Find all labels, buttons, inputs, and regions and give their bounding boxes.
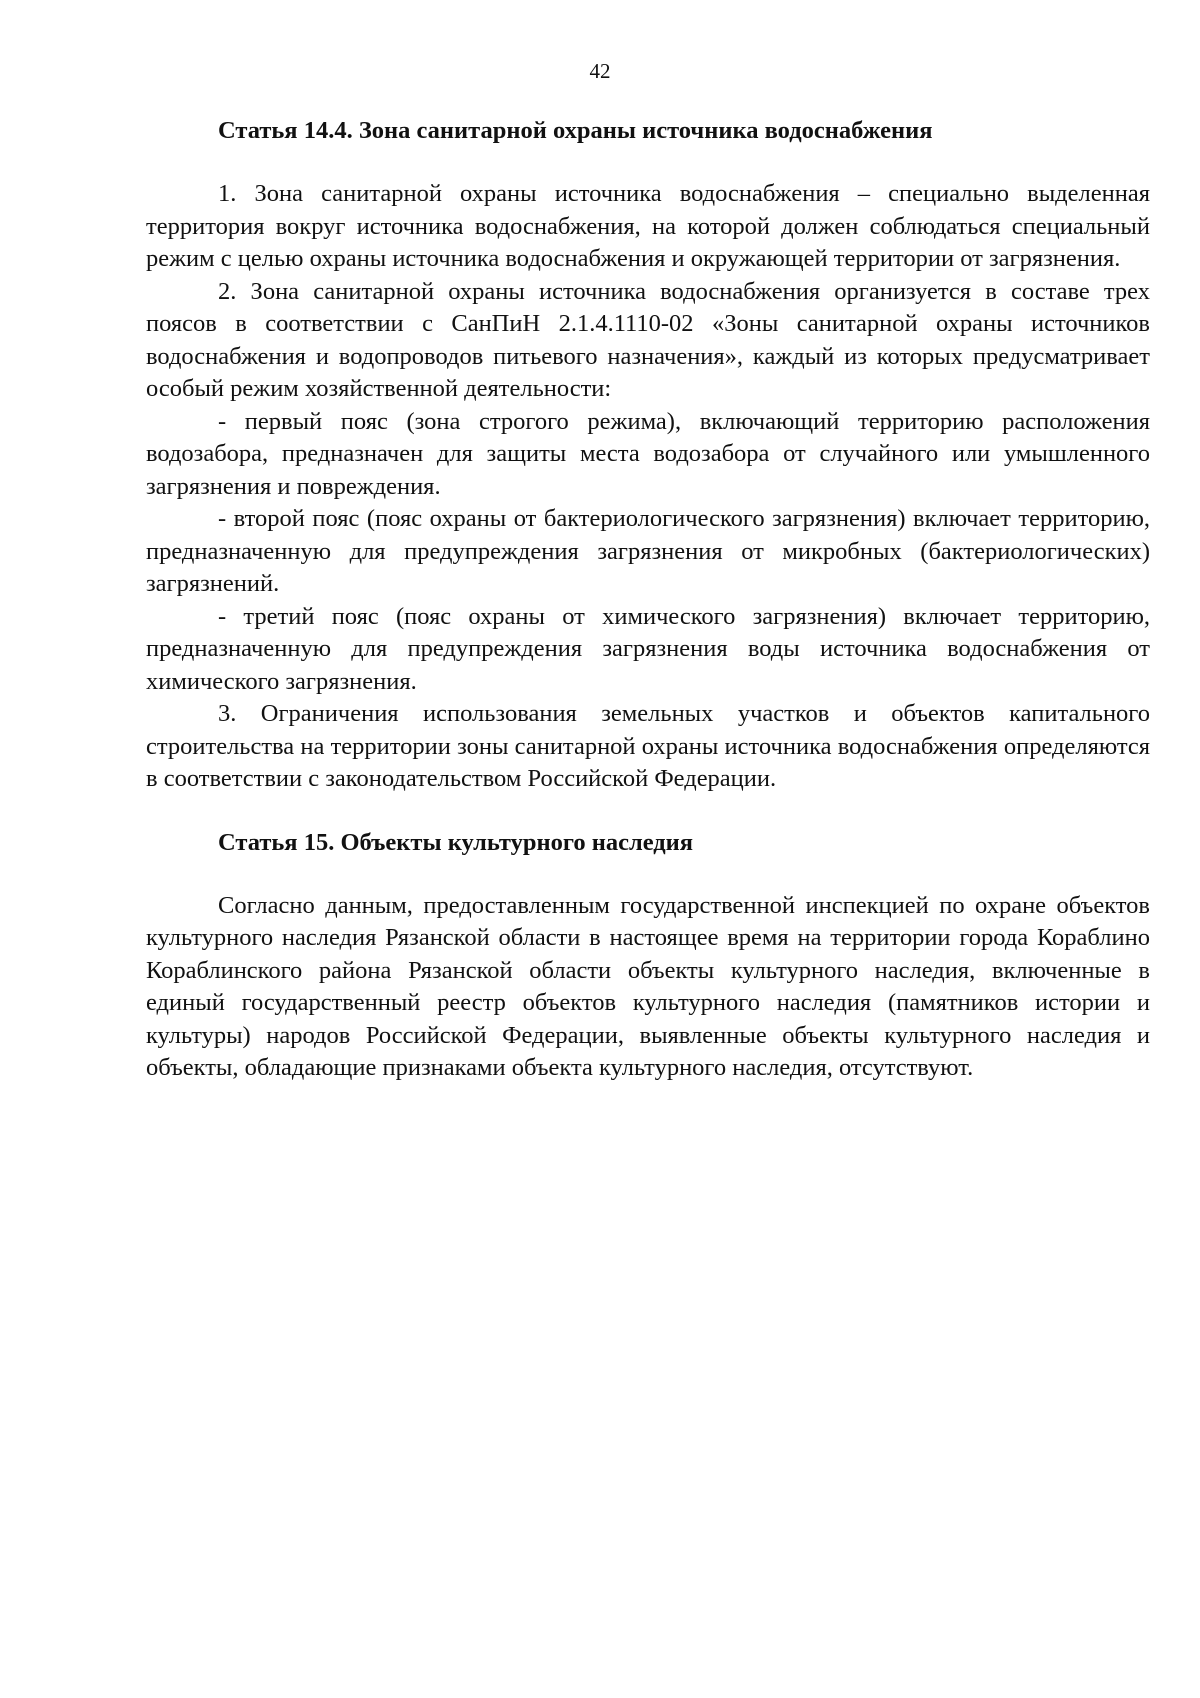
document-body (146, 114, 1150, 1085)
section-14-4 (146, 114, 1150, 796)
list-item: - третий пояс (пояс охраны от химического загрязнения) включает территорию, предназначенную для предупреждения загрязнения воды источника водоснабжения от химического загрязнения. (146, 602, 1150, 695)
list-item: - первый пояс (зона строгого режима), включающий территорию расположения водозабора, предназначен для защиты места водозабора от случайного или умышленного загрязнения и повреждения. (146, 407, 1150, 500)
paragraph: Согласно данным, предоставленным государственной инспекцией по охране объектов культурного наследия Рязанской области в настоящее время на территории города Кораблино Кораблинского района Рязанской области объекты культурного наследия, включенные в единый государственный реестр объектов культурного наследия (памятников истории и культуры) народов Российской Федерации, выявленные объекты культурного наследия и объекты, обладающие признаками объекта культурного наследия, отсутствуют. (146, 891, 1150, 1081)
section-heading: Статья 14.4. Зона санитарной охраны источника водоснабжения (218, 117, 933, 144)
section-15 (146, 826, 1150, 1085)
page-number: 42 (589, 59, 611, 83)
list-item: - второй пояс (пояс охраны от бактериологического загрязнения) включает территорию, предназначенную для предупреждения загрязнения от микробных (бактериологических) загрязнений. (146, 505, 1150, 597)
paragraph: 1. Зона санитарной охраны источника водоснабжения – специально выделенная территория вокруг источника водоснабжения, на которой должен соблюдаться специальный режим с целью охраны источника водоснабжения и окружающей территории от загрязнения. (146, 180, 1150, 272)
paragraph: 3. Ограничения использования земельных участков и объектов капитального строительства на территории зоны санитарной охраны источника водоснабжения определяются в соответствии с законодательством Российской Федерации. (146, 700, 1150, 792)
section-heading: Статья 15. Объекты культурного наследия (218, 828, 694, 856)
paragraph: 2. Зона санитарной охраны источника водоснабжения организуется в составе трех поясов в соответствии с СанПиН 2.1.4.1110-02 «Зоны санитарной охраны источников водоснабжения и водопроводов питьевого назначения», каждый из которых предусматривает особый режим хозяйственной деятельности: (146, 277, 1150, 402)
